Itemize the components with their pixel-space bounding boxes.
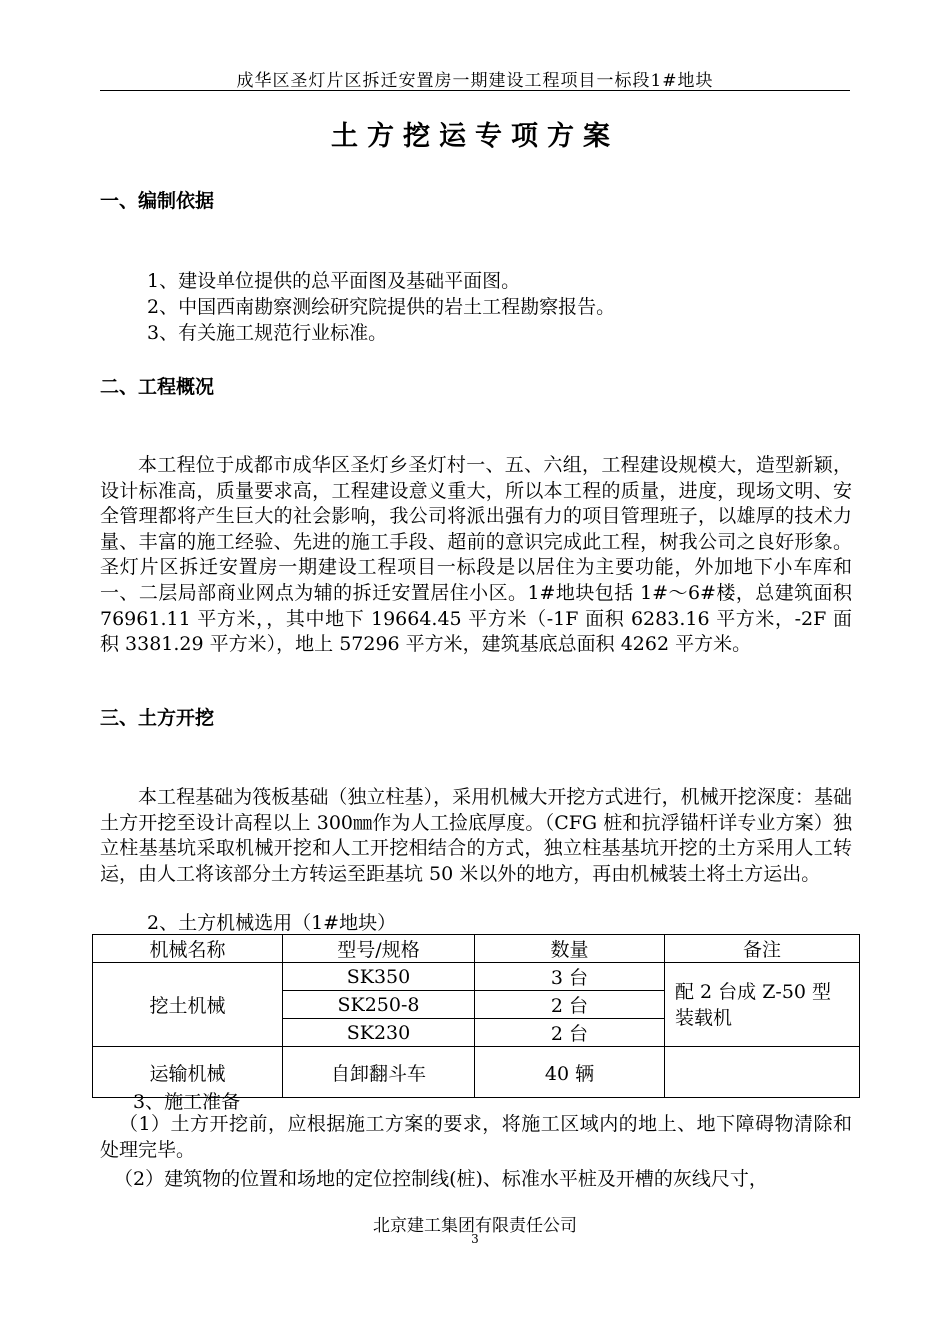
- table-row: [93, 963, 860, 991]
- basis-item-2: 2、中国西南勘察测绘研究院提供的岩土工程勘察报告。: [147, 296, 616, 318]
- header-quantity: 数量: [475, 935, 665, 963]
- quantity-cell: 3 台: [475, 963, 665, 991]
- prep-item-2: （2）建筑物的位置和场地的定位控制线(桩)、标准水平桩及开槽的灰线尺寸，: [114, 1168, 768, 1190]
- section-3-heading: 三、土方开挖: [100, 707, 215, 729]
- basis-item-1: 1、建设单位提供的总平面图及基础平面图。: [147, 270, 521, 292]
- excavation-paragraph: 本工程基础为筏板基础（独立柱基），采用机械大开挖方式进行，机械开挖深度：基础土方开挖至设计高程以上 300㎜作为人工捡底厚度。（CFG 桩和抗浮锚杆详专业方案）独立柱基基坑采取机械开挖和人工开挖相结合的方式，独立柱基基坑开挖的土方采用人工转运，由人工将该部分土方转运至距基坑 50 米以外的地方，再由机械装土将土方运出。: [100, 786, 852, 885]
- model-cell: SK350: [283, 963, 475, 991]
- page-header: 成华区圣灯片区拆迁安置房一期建设工程项目一标段1#地块: [236, 71, 714, 91]
- header-rule: [100, 90, 850, 91]
- header-model: 型号/规格: [283, 935, 475, 963]
- footer-company: 北京建工集团有限责任公司: [373, 1216, 577, 1236]
- machines-subheading: 2、土方机械选用（1#地块）: [147, 912, 397, 934]
- excavator-remark: 配 2 台成 Z-50 型装载机: [665, 963, 860, 1047]
- page-number: 3: [471, 1232, 479, 1246]
- document-title: 土方挖运专项方案: [331, 121, 619, 152]
- prep-item-1: （1）土方开挖前，应根据施工方案的要求，将施工区域内的地上、地下障碍物清除和处理完毕。: [100, 1113, 852, 1161]
- section-2-heading: 二、工程概况: [100, 376, 215, 398]
- section-1-heading: 一、编制依据: [100, 190, 215, 212]
- header-machine-name: 机械名称: [93, 935, 283, 963]
- quantity-cell: 2 台: [475, 1019, 665, 1047]
- model-cell: SK230: [283, 1019, 475, 1047]
- quantity-cell: 2 台: [475, 991, 665, 1019]
- header-remark: 备注: [665, 935, 860, 963]
- transport-remark: [665, 1047, 860, 1098]
- project-overview-paragraph: 本工程位于成都市成华区圣灯乡圣灯村一、五、六组，工程建设规模大，造型新颖，设计标准高，质量要求高，工程建设意义重大，所以本工程的质量，进度，现场文明、安全管理都将产生巨大的社会影响，我公司将派出强有力的项目管理班子，以雄厚的技术力量、丰富的施工经验、先进的施工手段、超前的意识完成此工程，树我公司之良好形象。圣灯片区拆迁安置房一期建设工程项目一标段是以居住为主要功能，外加地下小车库和一、二层局部商业网点为辅的拆迁安置居住小区。1#地块包括 1#～6#楼，总建筑面积 76961.11 平方米，，其中地下 19664.45 平方米（-1F 面积 6283.16 平方米，-2F 面积 3381.29 平方米），地上 57296 平方米，建筑基底总面积 4262 平方米。: [100, 454, 852, 656]
- model-cell: SK250-8: [283, 991, 475, 1019]
- model-cell: 自卸翻斗车: [283, 1047, 475, 1098]
- excavator-label: 挖土机械: [93, 963, 283, 1047]
- table-header-row: [93, 935, 860, 963]
- machinery-table: [92, 934, 860, 1098]
- quantity-cell: 40 辆: [475, 1047, 665, 1098]
- basis-item-3: 3、有关施工规范行业标准。: [147, 322, 388, 344]
- prep-subheading: 3、施工准备: [133, 1091, 241, 1113]
- transport-label: 运输机械: [93, 1047, 283, 1098]
